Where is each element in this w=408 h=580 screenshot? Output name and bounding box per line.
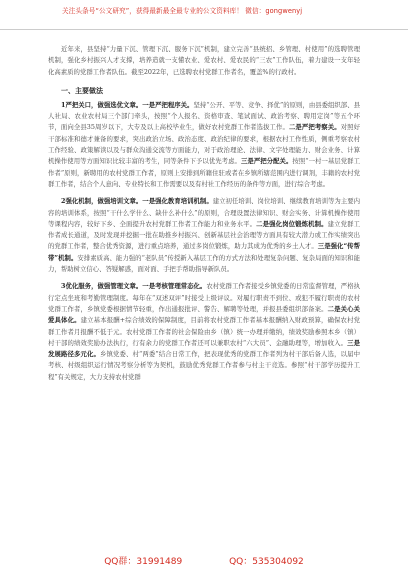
paragraph-2-text1: 建立初任培训、岗位培训、继续教育培训等为主要内容的培训体系，按照“干什么学什么、缺什么补什么”的原则，合理设置法律知识、财会实务、计算机操作使用等课程内容，较好下乡、全面提升农村党群工作者工作能力和业务水平。 [48, 197, 360, 228]
paragraph-3-text1: 农村党群工作者接受乡镇党委的日常监督管理，严格执行定点坐班和考勤管理制度。每年在“双述双评”时接受上级评议。对履行职责不到位、或犯不履行职责的农村党群工作者，乡镇党委根据情节轻重，作出通报批评、警告、解聘等处理，并报县委组织部备案。 [48, 282, 361, 313]
paragraph-3-text3: 乡镇党委、村“两委”结合日常工作，把表现优秀的党群工作者列为村干部后备人选，以届中考核、村级组织运行情况考察分析等为契机，鼓励优秀党群工作者参与村主干竞选。参照“村干部学历提升工程”有关规定，大力支持农村党群 [48, 350, 360, 381]
banner-text: 关注头条号“公文研究”，获得最新最全最专业的公文资料库！ 微信：gongwenyj [62, 7, 303, 15]
footer-qq-group: QQ群：31991489 [104, 557, 183, 567]
paragraph-2-lead: 2强化机制，做强培训文章。 [61, 197, 143, 206]
paragraph-3 [48, 281, 360, 383]
paragraph-1-lead: 1严把关口，做强选优文章。 [61, 100, 143, 109]
footer-contact [0, 554, 408, 567]
paragraph-1-text2: 对照好干部标准和德才兼备的要求，突出政治立场、政治态度、政治纪律的要求，根据农村工作性质，侧重考察农村工作经验、政策解读以及与群众沟通交流等方面能力，对于政治理论、法律、文字处理能力、财会业务、计算机操作使用等方面知识比较丰富的考生，同等条件下予以优先考虑。 [48, 123, 361, 166]
paragraph-1-sub3: 三是严把分配关。 [240, 157, 293, 166]
paragraph-1-sub1: 一是严把程序关。 [142, 100, 194, 109]
paragraph-1-text1: 坚持“公开、平等、竞争、择优”的原则，由县委组织部、县人社局、农业农村局三个部门牵头，按照“个人报名、资格审查、笔试面试、政治考察、聘用定岗”等五个环节，面向全县35周岁以下，大专及以上高校毕业生，做好农村党群工作者选拔工作。 [48, 100, 361, 132]
paragraph-2-text2: 建立党群工作者成长通道，及时发现并挖掘一批在助推乡村振兴、创新基层社会治理等方面具有较大潜力或工作实绩突出的党群工作者，整合优秀资源，进行重点培养，通过多岗位锻炼，助力其成为优秀的乡土人才。 [48, 219, 361, 251]
paragraph-2-sub1: 一是强化教育培训机制。 [142, 197, 213, 206]
paragraph-3-sub1: 一是考核管理常态化。 [142, 282, 207, 291]
paragraph-2-sub3: 三是强化“传帮带”机制。 [48, 242, 360, 262]
paragraph-3-text2: 建立基本报酬+综合绩效的保障制度，目前将农村党群工作者基本报酬纳入财政预算，确保农村党群工作者月报酬不低于元。农村党群工作者的社会保险由乡（镇）统一办理并缴纳，绩效奖励参照本乡（镇）村干部的绩效奖励办法执行，行有余力的党群工作者还可以兼职农村“六大员”、金融助理等，增加收入。 [48, 316, 360, 347]
section-title: 一、主要做法 [61, 86, 103, 95]
paragraph-1-text3: 按照“一村一基层党群工作者”原则，新聘用的农村党群工作者，原则上安排到所籍住驻或者在乡镇所辖范围内进行调剂，丰籍的农村党群工作者，结合个人意向、专业特长和工作需要以及有村社工作经历的条件等方面，进行综合考虑。 [48, 157, 360, 188]
paragraph-3-lead: 3优化服务，做强管理文章。 [61, 282, 143, 291]
footer-qq: QQ：535304092 [229, 557, 304, 567]
paragraph-3-sub2: 二是关心关爱具体化。 [48, 304, 361, 325]
intro-paragraph: 近年来，县坚持“力量下沉、管理下沉、服务下沉”机制，建立完善“县统招、乡管理、村使用”的选聘管理机制，强化乡村振兴人才支撑，培养造就一支懂农业、爱农村、爱农民的“三农”工作队伍，着力建设一支年轻化高素质的党群工作者队伍。截至2022年，已选聘农村党群工作者名，覆盖%的行政村。 [48, 45, 360, 76]
paragraph-3-sub3: 三是发展路径多元化。 [48, 338, 360, 359]
header-banner [0, 0, 408, 30]
paragraph-1-sub2: 二是严把考察关。 [288, 123, 341, 132]
paragraph-2-text3: 安排素质高、能力强的“老队员”传授新入基层工作的方式方法和处理复杂问题、复杂局面的知识和能力，帮助树立信心、答疑解惑，面对面、手把手帮助指导新队员。 [48, 253, 360, 274]
document-body [48, 44, 360, 389]
paragraph-2-sub2: 二是强化岗位锻炼机制。 [256, 219, 328, 228]
paragraph-1 [48, 100, 360, 190]
paragraph-2 [48, 196, 360, 275]
